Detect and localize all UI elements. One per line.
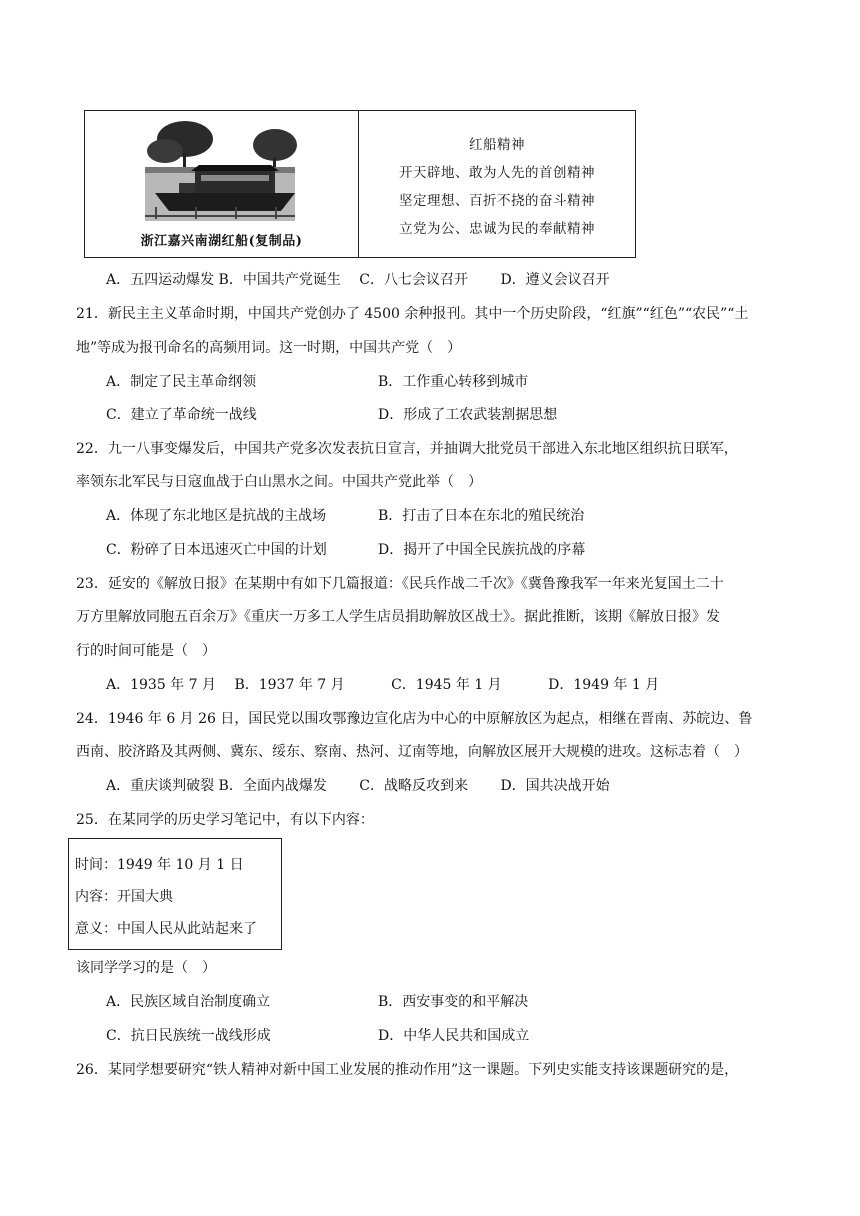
figure-caption: 浙江嘉兴南湖红船(复制品)	[140, 234, 303, 249]
q23-stem-line3: 行的时间可能是（ ）	[76, 643, 216, 659]
note-significance: 意义：中国人民从此站起来了	[75, 921, 257, 937]
q21-stem-line1: 21．新民主主义革命时期，中国共产党创办了 4500 余种报刊。其中一个历史阶段，“红旗”“红色”“农民”“土	[76, 306, 749, 322]
q22-option-c: C．粉碎了日本迅速灭亡中国的计划	[106, 542, 327, 558]
q23-stem-line1: 23．延安的《解放日报》在某期中有如下几篇报道：《民兵作战二千次》《冀鲁豫我军一年来光复国土二十	[76, 576, 724, 592]
q24-options: A．重庆谈判破裂 B．全面内战爆发 C．战略反攻到来 D．国共决战开始	[106, 778, 610, 794]
q22-option-b: B．打击了日本在东北的殖民统治	[378, 508, 585, 524]
red-boat-figure	[84, 110, 636, 258]
q21-stem-line2: 地”等成为报刊命名的高频用词。这一时期，中国共产党（ ）	[76, 340, 462, 356]
q23-stem-line2: 万方里解放同胞五百余万》《重庆一万多工人学生店员捐助解放区战士》。据此推断，该期《解放日报》发	[76, 609, 720, 625]
q25-option-c: C．抗日民族统一战线形成	[106, 1028, 271, 1044]
q21-option-b: B．工作重心转移到城市	[378, 374, 529, 390]
q21-option-c: C．建立了革命统一战线	[106, 407, 257, 423]
q25-option-a: A．民族区域自治制度确立	[106, 994, 271, 1010]
q22-stem-line2: 率领东北军民与日寇血战于白山黑水之间。中国共产党此举（ ）	[76, 474, 482, 490]
q22-option-d: D．揭开了中国全民族抗战的序幕	[378, 542, 586, 558]
q22-option-a: A．体现了东北地区是抗战的主战场	[106, 508, 327, 524]
study-note-box	[68, 838, 282, 950]
q20-options: A．五四运动爆发 B．中国共产党诞生 C．八七会议召开 D．遵义会议召开	[106, 272, 610, 288]
note-content: 内容：开国大典	[75, 889, 173, 905]
spirit-title: 红船精神	[469, 137, 525, 153]
q23-options: A．1935 年 7 月 B．1937 年 7 月 C．1945 年 1 月 D．1949 年 1 月	[106, 677, 660, 693]
spirit-line-3: 立党为公、忠诚为民的奉献精神	[399, 221, 595, 237]
q25-option-d: D．中华人民共和国成立	[378, 1028, 530, 1044]
figure-photo-panel	[85, 111, 359, 257]
q26-stem-line1: 26．某同学想要研究“铁人精神对新中国工业发展的推动作用”这一课题。下列史实能支持该课题研究的是，	[76, 1062, 739, 1078]
spirit-line-1: 开天辟地、敢为人先的首创精神	[399, 165, 595, 181]
q25-stem-line2: 该同学学习的是（ ）	[76, 960, 216, 976]
q21-option-d: D．形成了工农武装割据思想	[378, 407, 558, 423]
q25-stem-line1: 25．在某同学的历史学习笔记中，有以下内容：	[76, 812, 374, 828]
q21-option-a: A．制定了民主革命纲领	[106, 374, 257, 390]
q24-stem-line1: 24．1946 年 6 月 26 日，国民党以围攻鄂豫边宣化店为中心的中原解放区为起点，相继在晋南、苏皖边、鲁	[76, 711, 753, 727]
red-boat-spirit-text	[359, 111, 635, 257]
red-boat-photo	[85, 111, 359, 231]
q25-option-b: B．西安事变的和平解决	[378, 994, 529, 1010]
note-time: 时间：1949 年 10 月 1 日	[75, 857, 244, 873]
q24-stem-line2: 西南、胶济路及其两侧、冀东、绥东、察南、热河、辽南等地，向解放区展开大规模的进攻。这标志着（ ）	[76, 744, 748, 760]
spirit-line-2: 坚定理想、百折不挠的奋斗精神	[399, 193, 595, 209]
q22-stem-line1: 22．九一八事变爆发后，中国共产党多次发表抗日宣言，并抽调大批党员干部进入东北地区组织抗日联军，	[76, 441, 738, 457]
